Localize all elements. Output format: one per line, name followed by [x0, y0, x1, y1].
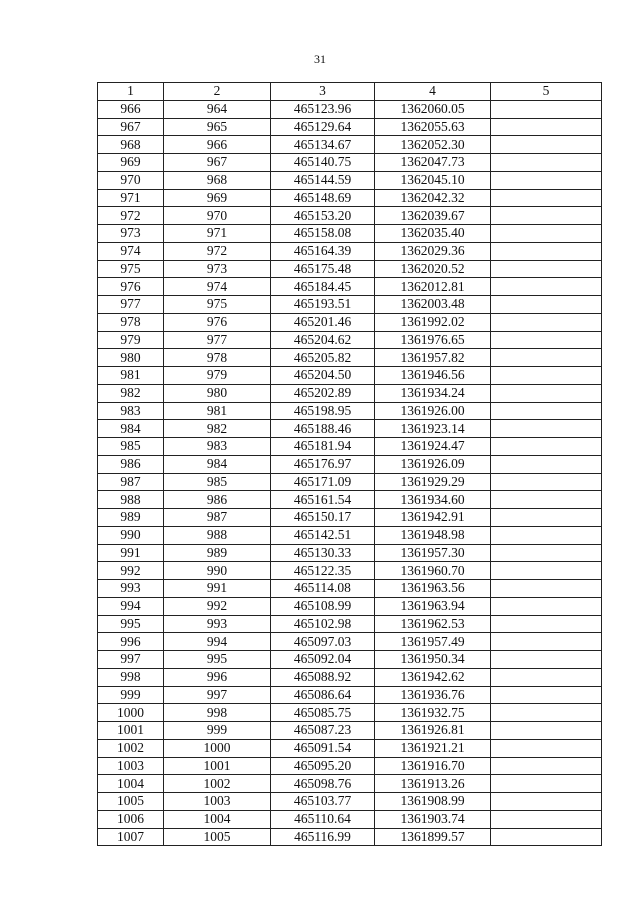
table-cell-col-5 [491, 171, 602, 189]
table-cell-col-3: 465150.17 [271, 509, 375, 527]
column-header: 3 [271, 83, 375, 101]
table-cell-col-4: 1361934.60 [375, 491, 491, 509]
table-cell-col-4: 1362029.36 [375, 242, 491, 260]
table-cell-col-4: 1361962.53 [375, 615, 491, 633]
table-row [98, 633, 602, 651]
table-cell-col-3: 465181.94 [271, 438, 375, 456]
table-cell-col-2: 998 [164, 704, 271, 722]
table-cell-col-4: 1362003.48 [375, 296, 491, 314]
table-row [98, 207, 602, 225]
table-row [98, 793, 602, 811]
table-cell-col-4: 1362042.32 [375, 189, 491, 207]
table-cell-col-5 [491, 704, 602, 722]
table-cell-col-2: 1003 [164, 793, 271, 811]
table-row [98, 384, 602, 402]
table-cell-col-2: 1001 [164, 757, 271, 775]
table-cell-col-4: 1361957.82 [375, 349, 491, 367]
table-cell-col-5 [491, 189, 602, 207]
table-row [98, 615, 602, 633]
table-cell-col-4: 1361963.94 [375, 597, 491, 615]
table-cell-col-4: 1361957.30 [375, 544, 491, 562]
table-cell-col-1: 979 [98, 331, 164, 349]
table-cell-col-1: 981 [98, 367, 164, 385]
table-row [98, 473, 602, 491]
table-row [98, 668, 602, 686]
table-cell-col-4: 1361929.29 [375, 473, 491, 491]
table-cell-col-1: 980 [98, 349, 164, 367]
table-row [98, 544, 602, 562]
table-cell-col-5 [491, 260, 602, 278]
table-cell-col-4: 1362055.63 [375, 118, 491, 136]
table-cell-col-2: 969 [164, 189, 271, 207]
table-row [98, 562, 602, 580]
table-cell-col-3: 465122.35 [271, 562, 375, 580]
table-cell-col-1: 966 [98, 100, 164, 118]
table-cell-col-1: 978 [98, 313, 164, 331]
table-row [98, 757, 602, 775]
table-row [98, 136, 602, 154]
table-cell-col-3: 465204.62 [271, 331, 375, 349]
table-cell-col-5 [491, 828, 602, 846]
table-row [98, 739, 602, 757]
table-cell-col-1: 991 [98, 544, 164, 562]
table-row [98, 526, 602, 544]
table-row [98, 704, 602, 722]
table-row [98, 828, 602, 846]
table-cell-col-5 [491, 136, 602, 154]
table-cell-col-2: 984 [164, 455, 271, 473]
table-cell-col-1: 983 [98, 402, 164, 420]
table-cell-col-2: 971 [164, 225, 271, 243]
table-cell-col-5 [491, 349, 602, 367]
table-cell-col-2: 990 [164, 562, 271, 580]
table-cell-col-1: 988 [98, 491, 164, 509]
table-cell-col-5 [491, 597, 602, 615]
table-cell-col-4: 1362045.10 [375, 171, 491, 189]
table-row [98, 455, 602, 473]
table-cell-col-5 [491, 225, 602, 243]
table-row [98, 225, 602, 243]
table-cell-col-1: 999 [98, 686, 164, 704]
table-cell-col-5 [491, 544, 602, 562]
table-cell-col-5 [491, 491, 602, 509]
table-cell-col-2: 999 [164, 722, 271, 740]
table-cell-col-5 [491, 739, 602, 757]
table-cell-col-2: 996 [164, 668, 271, 686]
table-cell-col-1: 997 [98, 651, 164, 669]
table-cell-col-2: 973 [164, 260, 271, 278]
table-cell-col-4: 1361934.24 [375, 384, 491, 402]
table-cell-col-2: 982 [164, 420, 271, 438]
table-cell-col-3: 465176.97 [271, 455, 375, 473]
table-cell-col-1: 1002 [98, 739, 164, 757]
table-cell-col-5 [491, 420, 602, 438]
table-cell-col-3: 465086.64 [271, 686, 375, 704]
table-cell-col-4: 1361913.26 [375, 775, 491, 793]
table-cell-col-2: 981 [164, 402, 271, 420]
table-row [98, 118, 602, 136]
table-cell-col-3: 465161.54 [271, 491, 375, 509]
table-cell-col-2: 975 [164, 296, 271, 314]
table-cell-col-1: 972 [98, 207, 164, 225]
table-cell-col-1: 967 [98, 118, 164, 136]
table-cell-col-2: 972 [164, 242, 271, 260]
table-cell-col-3: 465204.50 [271, 367, 375, 385]
table-cell-col-4: 1361950.34 [375, 651, 491, 669]
table-cell-col-4: 1361942.91 [375, 509, 491, 527]
table-row [98, 100, 602, 118]
table-row [98, 349, 602, 367]
table-cell-col-3: 465175.48 [271, 260, 375, 278]
table-cell-col-4: 1362052.30 [375, 136, 491, 154]
table-cell-col-3: 465164.39 [271, 242, 375, 260]
table-cell-col-1: 984 [98, 420, 164, 438]
table-cell-col-1: 994 [98, 597, 164, 615]
table-cell-col-3: 465188.46 [271, 420, 375, 438]
table-row [98, 580, 602, 598]
table-cell-col-4: 1361923.14 [375, 420, 491, 438]
table-cell-col-3: 465142.51 [271, 526, 375, 544]
table-cell-col-5 [491, 296, 602, 314]
table-cell-col-2: 974 [164, 278, 271, 296]
table-cell-col-2: 976 [164, 313, 271, 331]
table-cell-col-3: 465091.54 [271, 739, 375, 757]
table-cell-col-5 [491, 455, 602, 473]
table-cell-col-3: 465202.89 [271, 384, 375, 402]
table-cell-col-4: 1361908.99 [375, 793, 491, 811]
table-cell-col-1: 996 [98, 633, 164, 651]
table-cell-col-4: 1361976.65 [375, 331, 491, 349]
table-row [98, 651, 602, 669]
table-cell-col-4: 1361921.21 [375, 739, 491, 757]
table-row [98, 171, 602, 189]
table-cell-col-2: 966 [164, 136, 271, 154]
table-cell-col-2: 964 [164, 100, 271, 118]
table-row [98, 242, 602, 260]
table-cell-col-4: 1361946.56 [375, 367, 491, 385]
table-row [98, 260, 602, 278]
table-cell-col-5 [491, 775, 602, 793]
table-cell-col-3: 465130.33 [271, 544, 375, 562]
table-cell-col-3: 465158.08 [271, 225, 375, 243]
table-row [98, 189, 602, 207]
table-cell-col-4: 1361948.98 [375, 526, 491, 544]
table-cell-col-4: 1361899.57 [375, 828, 491, 846]
table-cell-col-3: 465102.98 [271, 615, 375, 633]
table-row [98, 438, 602, 456]
table-cell-col-5 [491, 154, 602, 172]
table-cell-col-5 [491, 526, 602, 544]
table-cell-col-4: 1361932.75 [375, 704, 491, 722]
table-cell-col-2: 1004 [164, 810, 271, 828]
table-cell-col-3: 465123.96 [271, 100, 375, 118]
table-cell-col-3: 465153.20 [271, 207, 375, 225]
table-cell-col-1: 973 [98, 225, 164, 243]
table-cell-col-1: 989 [98, 509, 164, 527]
table-cell-col-4: 1361992.02 [375, 313, 491, 331]
table-cell-col-3: 465097.03 [271, 633, 375, 651]
table-cell-col-3: 465085.75 [271, 704, 375, 722]
table-cell-col-1: 1005 [98, 793, 164, 811]
table-cell-col-5 [491, 384, 602, 402]
table-cell-col-5 [491, 367, 602, 385]
table-cell-col-2: 970 [164, 207, 271, 225]
table-cell-col-2: 977 [164, 331, 271, 349]
table-cell-col-2: 989 [164, 544, 271, 562]
table-row [98, 722, 602, 740]
table-cell-col-1: 985 [98, 438, 164, 456]
table-body [98, 100, 602, 846]
table-cell-col-5 [491, 615, 602, 633]
table-cell-col-5 [491, 100, 602, 118]
table-cell-col-3: 465193.51 [271, 296, 375, 314]
table-cell-col-4: 1361924.47 [375, 438, 491, 456]
table-cell-col-5 [491, 473, 602, 491]
table-row [98, 296, 602, 314]
table-row [98, 154, 602, 172]
table-cell-col-2: 987 [164, 509, 271, 527]
table-row [98, 420, 602, 438]
table-cell-col-1: 970 [98, 171, 164, 189]
table-cell-col-2: 967 [164, 154, 271, 172]
table-cell-col-2: 980 [164, 384, 271, 402]
table-row [98, 491, 602, 509]
table-cell-col-5 [491, 686, 602, 704]
table-cell-col-5 [491, 562, 602, 580]
table-cell-col-5 [491, 651, 602, 669]
table-cell-col-2: 965 [164, 118, 271, 136]
table-cell-col-3: 465108.99 [271, 597, 375, 615]
table-cell-col-3: 465144.59 [271, 171, 375, 189]
table-cell-col-4: 1361916.70 [375, 757, 491, 775]
table-cell-col-4: 1361963.56 [375, 580, 491, 598]
table-cell-col-1: 1004 [98, 775, 164, 793]
table-cell-col-1: 975 [98, 260, 164, 278]
table-cell-col-5 [491, 402, 602, 420]
table-row [98, 402, 602, 420]
table-cell-col-1: 990 [98, 526, 164, 544]
table-cell-col-2: 985 [164, 473, 271, 491]
table-cell-col-3: 465088.92 [271, 668, 375, 686]
table-cell-col-2: 997 [164, 686, 271, 704]
table-cell-col-5 [491, 722, 602, 740]
table-cell-col-2: 1005 [164, 828, 271, 846]
table-cell-col-2: 1000 [164, 739, 271, 757]
table-row [98, 509, 602, 527]
table-cell-col-2: 995 [164, 651, 271, 669]
table-cell-col-3: 465092.04 [271, 651, 375, 669]
table-cell-col-1: 995 [98, 615, 164, 633]
table-cell-col-4: 1361926.00 [375, 402, 491, 420]
table-cell-col-5 [491, 810, 602, 828]
table-cell-col-1: 977 [98, 296, 164, 314]
column-header: 4 [375, 83, 491, 101]
table-cell-col-4: 1361960.70 [375, 562, 491, 580]
table-cell-col-2: 988 [164, 526, 271, 544]
table-cell-col-5 [491, 633, 602, 651]
table-cell-col-5 [491, 207, 602, 225]
table-cell-col-3: 465201.46 [271, 313, 375, 331]
table-cell-col-1: 1003 [98, 757, 164, 775]
table-cell-col-2: 1002 [164, 775, 271, 793]
table-cell-col-1: 986 [98, 455, 164, 473]
table-cell-col-3: 465140.75 [271, 154, 375, 172]
table-row [98, 775, 602, 793]
table-cell-col-1: 969 [98, 154, 164, 172]
table-cell-col-1: 992 [98, 562, 164, 580]
table-cell-col-4: 1362020.52 [375, 260, 491, 278]
table-cell-col-1: 976 [98, 278, 164, 296]
table-cell-col-4: 1361957.49 [375, 633, 491, 651]
table-cell-col-2: 986 [164, 491, 271, 509]
table-cell-col-3: 465134.67 [271, 136, 375, 154]
table-cell-col-3: 465129.64 [271, 118, 375, 136]
column-header: 2 [164, 83, 271, 101]
table-cell-col-2: 994 [164, 633, 271, 651]
table-cell-col-4: 1361942.62 [375, 668, 491, 686]
table-cell-col-4: 1361936.76 [375, 686, 491, 704]
table-cell-col-3: 465087.23 [271, 722, 375, 740]
table-cell-col-4: 1362060.05 [375, 100, 491, 118]
table-cell-col-4: 1361903.74 [375, 810, 491, 828]
table-cell-col-3: 465171.09 [271, 473, 375, 491]
table-cell-col-3: 465103.77 [271, 793, 375, 811]
table-cell-col-3: 465114.08 [271, 580, 375, 598]
table-cell-col-1: 1001 [98, 722, 164, 740]
table-cell-col-2: 993 [164, 615, 271, 633]
table-cell-col-4: 1361926.09 [375, 455, 491, 473]
table-row [98, 597, 602, 615]
table-cell-col-4: 1361926.81 [375, 722, 491, 740]
table-header-row [98, 83, 602, 101]
table-row [98, 686, 602, 704]
table-cell-col-1: 971 [98, 189, 164, 207]
table-cell-col-5 [491, 793, 602, 811]
table-cell-col-5 [491, 313, 602, 331]
table-cell-col-5 [491, 242, 602, 260]
table-cell-col-1: 987 [98, 473, 164, 491]
table-cell-col-3: 465205.82 [271, 349, 375, 367]
table-cell-col-5 [491, 757, 602, 775]
table-row [98, 367, 602, 385]
page-number: 31 [314, 52, 326, 66]
table-cell-col-5 [491, 580, 602, 598]
table-cell-col-5 [491, 278, 602, 296]
table-cell-col-4: 1362035.40 [375, 225, 491, 243]
column-header: 5 [491, 83, 602, 101]
table-cell-col-4: 1362039.67 [375, 207, 491, 225]
coordinates-table [97, 82, 602, 846]
table-cell-col-2: 983 [164, 438, 271, 456]
table-cell-col-1: 982 [98, 384, 164, 402]
table-cell-col-1: 1007 [98, 828, 164, 846]
table-cell-col-1: 993 [98, 580, 164, 598]
table-cell-col-5 [491, 509, 602, 527]
table-cell-col-3: 465095.20 [271, 757, 375, 775]
table-cell-col-5 [491, 668, 602, 686]
table-cell-col-3: 465116.99 [271, 828, 375, 846]
table-row [98, 331, 602, 349]
table-cell-col-1: 1000 [98, 704, 164, 722]
table-cell-col-5 [491, 438, 602, 456]
table-cell-col-5 [491, 118, 602, 136]
table-row [98, 313, 602, 331]
table-cell-col-2: 978 [164, 349, 271, 367]
table-cell-col-3: 465184.45 [271, 278, 375, 296]
table-cell-col-1: 968 [98, 136, 164, 154]
table-cell-col-3: 465148.69 [271, 189, 375, 207]
column-header: 1 [98, 83, 164, 101]
table-cell-col-3: 465110.64 [271, 810, 375, 828]
table-cell-col-3: 465198.95 [271, 402, 375, 420]
table-cell-col-3: 465098.76 [271, 775, 375, 793]
table-cell-col-2: 992 [164, 597, 271, 615]
table-row [98, 810, 602, 828]
table-cell-col-2: 979 [164, 367, 271, 385]
table-cell-col-1: 1006 [98, 810, 164, 828]
table-cell-col-5 [491, 331, 602, 349]
table-cell-col-2: 968 [164, 171, 271, 189]
table-cell-col-2: 991 [164, 580, 271, 598]
table-cell-col-1: 998 [98, 668, 164, 686]
table-cell-col-4: 1362047.73 [375, 154, 491, 172]
table-row [98, 278, 602, 296]
table-cell-col-1: 974 [98, 242, 164, 260]
table-cell-col-4: 1362012.81 [375, 278, 491, 296]
